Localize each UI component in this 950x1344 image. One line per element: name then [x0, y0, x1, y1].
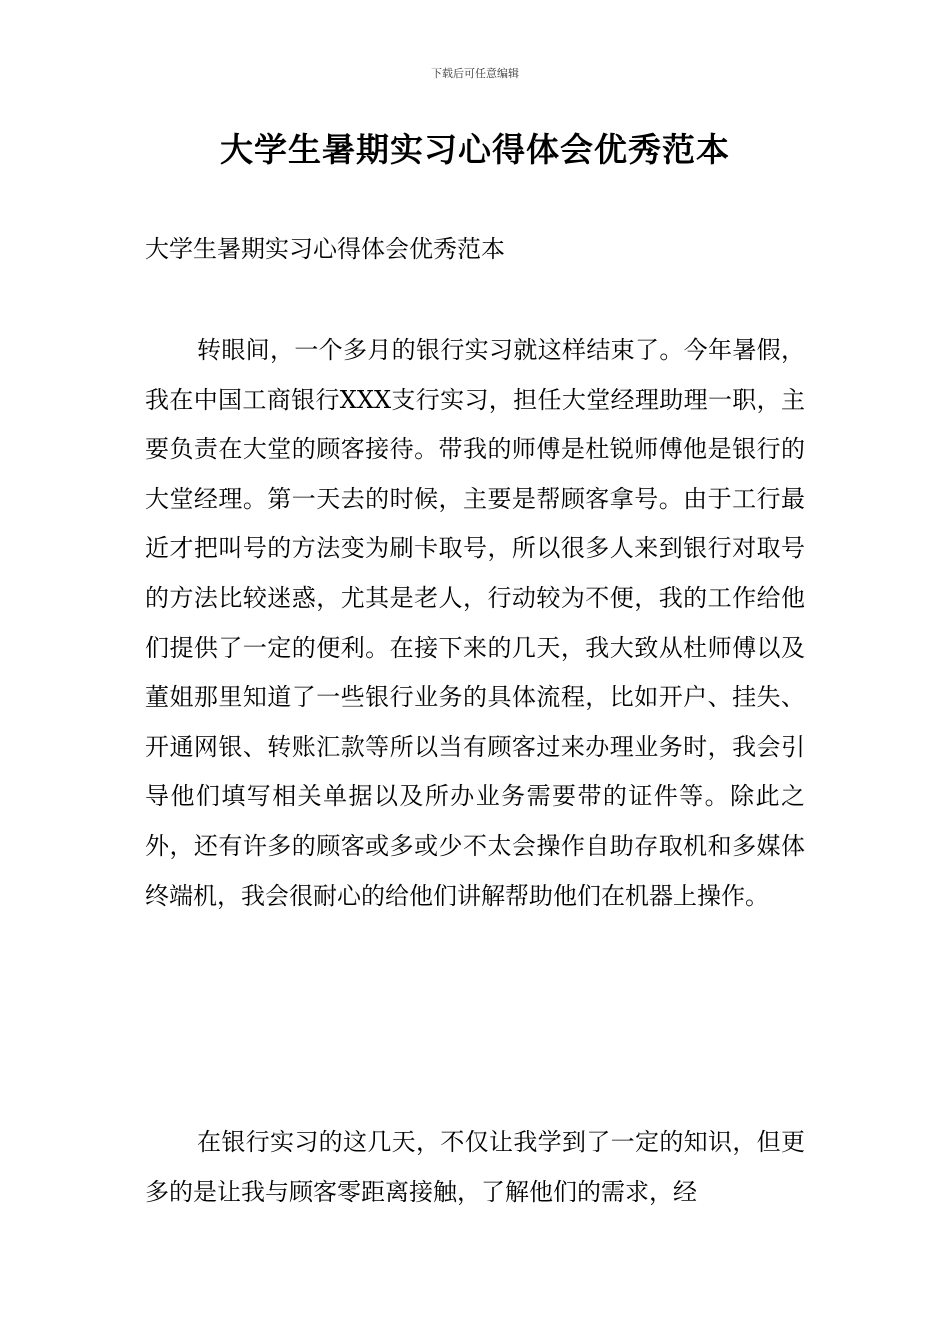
body-paragraph-2: 在银行实习的这几天，不仅让我学到了一定的知识，但更多的是让我与顾客零距离接触，了解他们的需求，经	[145, 1128, 805, 1206]
document-title: 大学生暑期实习心得体会优秀范本	[220, 130, 730, 169]
body-paragraph-1: 转眼间，一个多月的银行实习就这样结束了。今年暑假，我在中国工商银行XXX支行实习，担任大堂经理助理一职，主要负责在大堂的顾客接待。带我的师傅是杜锐师傅他是银行的大堂经理。第一天去的时候，主要是帮顾客拿号。由于工行最近才把叫号的方法变为刷卡取号，所以很多人来到银行对取号的方法比较迷惑，尤其是老人，行动较为不便，我的工作给他们提供了一定的便利。在接下来的几天，我大致从杜师傅以及董姐那里知道了一些银行业务的具体流程，比如开户、挂失、开通网银、转账汇款等所以当有顾客过来办理业务时，我会引导他们填写相关单据以及所办业务需要带的证件等。除此之外，还有许多的顾客或多或少不太会操作自助存取机和多媒体终端机，我会很耐心的给他们讲解帮助他们在机器上操作。	[145, 336, 805, 910]
header-note: 下载后可任意编辑	[431, 67, 519, 80]
document-subtitle: 大学生暑期实习心得体会优秀范本	[145, 235, 505, 263]
